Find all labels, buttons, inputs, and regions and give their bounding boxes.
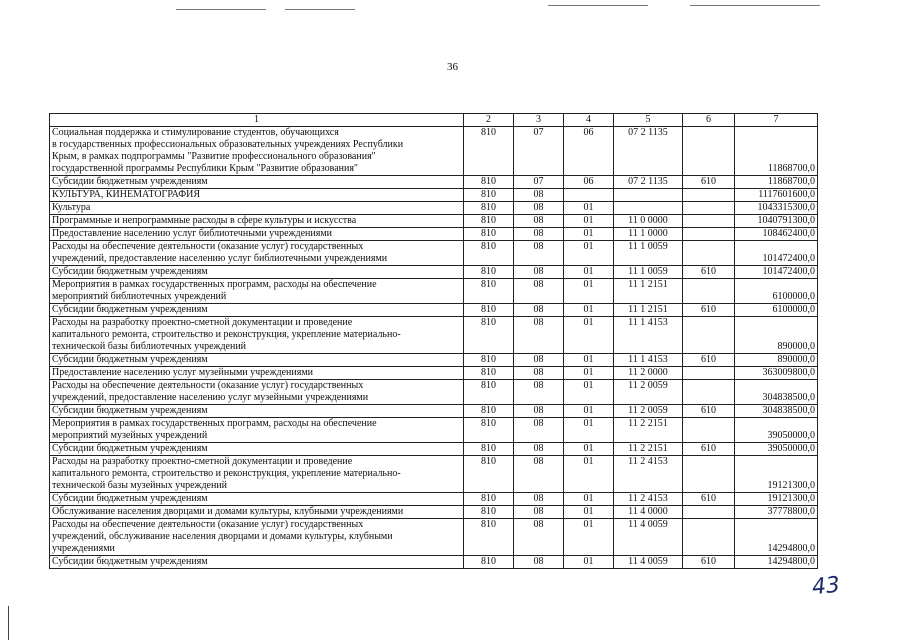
table-row — [50, 279, 818, 304]
ministry-code-cell: 810 — [464, 266, 514, 279]
amount-cell: 108462400,0 — [735, 228, 818, 241]
amount-cell: 1040791300,0 — [735, 215, 818, 228]
target-article-cell: 11 2 2151 — [614, 418, 683, 443]
section-code-cell: 08 — [514, 189, 564, 202]
column-header: 4 — [564, 114, 614, 127]
expense-type-cell: 610 — [683, 304, 735, 317]
section-code-cell: 08 — [514, 354, 564, 367]
table-row — [50, 506, 818, 519]
section-code-cell: 08 — [514, 304, 564, 317]
section-code-cell: 08 — [514, 418, 564, 443]
target-article-cell: 11 1 4153 — [614, 317, 683, 354]
subsection-code-cell: 06 — [564, 176, 614, 189]
column-header: 7 — [735, 114, 818, 127]
target-article-cell: 11 1 0059 — [614, 241, 683, 266]
subsection-code-cell: 01 — [564, 228, 614, 241]
amount-cell: 101472400,0 — [735, 241, 818, 266]
amount-cell: 304838500,0 — [735, 380, 818, 405]
table-row — [50, 367, 818, 380]
amount-cell: 14294800,0 — [735, 519, 818, 556]
budget-table — [49, 113, 818, 569]
line-item-name: Расходы на обеспечение деятельности (оказание услуг) государственных учреждений, предоставление населению услуг музейными учреждениями — [50, 380, 464, 405]
ministry-code-cell: 810 — [464, 405, 514, 418]
expense-type-cell — [683, 127, 735, 176]
section-code-cell: 08 — [514, 443, 564, 456]
ministry-code-cell: 810 — [464, 215, 514, 228]
table-row — [50, 127, 818, 176]
line-item-name: Расходы на обеспечение деятельности (оказание услуг) государственных учреждений, предоставление населению услуг библиотечными учреждениями — [50, 241, 464, 266]
section-code-cell: 08 — [514, 456, 564, 493]
subsection-code-cell: 01 — [564, 367, 614, 380]
subsection-code-cell: 01 — [564, 241, 614, 266]
subsection-code-cell: 01 — [564, 266, 614, 279]
subsection-code-cell: 01 — [564, 506, 614, 519]
expense-type-cell — [683, 506, 735, 519]
ministry-code-cell: 810 — [464, 228, 514, 241]
amount-cell: 11868700,0 — [735, 127, 818, 176]
expense-type-cell: 610 — [683, 556, 735, 569]
amount-cell: 890000,0 — [735, 354, 818, 367]
ministry-code-cell: 810 — [464, 506, 514, 519]
subsection-code-cell: 01 — [564, 556, 614, 569]
line-item-name: Субсидии бюджетным учреждениям — [50, 304, 464, 317]
ministry-code-cell: 810 — [464, 241, 514, 266]
line-item-name: Субсидии бюджетным учреждениям — [50, 493, 464, 506]
scan-artifact-line — [8, 606, 9, 640]
line-item-name: Расходы на обеспечение деятельности (оказание услуг) государственных учреждений, обслуживание населения дворцами и домами культуры, клубными учреждениями — [50, 519, 464, 556]
table-row — [50, 228, 818, 241]
ministry-code-cell: 810 — [464, 304, 514, 317]
subsection-code-cell: 06 — [564, 127, 614, 176]
table-row — [50, 176, 818, 189]
section-code-cell: 08 — [514, 266, 564, 279]
line-item-name: Субсидии бюджетным учреждениям — [50, 354, 464, 367]
table-row — [50, 380, 818, 405]
table-row — [50, 215, 818, 228]
expense-type-cell — [683, 418, 735, 443]
target-article-cell: 11 1 2151 — [614, 304, 683, 317]
column-header: 3 — [514, 114, 564, 127]
amount-cell: 39050000,0 — [735, 418, 818, 443]
ministry-code-cell: 810 — [464, 202, 514, 215]
target-article-cell: 11 2 0000 — [614, 367, 683, 380]
expense-type-cell — [683, 317, 735, 354]
expense-type-cell — [683, 215, 735, 228]
expense-type-cell — [683, 202, 735, 215]
target-article-cell — [614, 202, 683, 215]
expense-type-cell — [683, 279, 735, 304]
subsection-code-cell: 01 — [564, 279, 614, 304]
section-code-cell: 08 — [514, 202, 564, 215]
column-header: 6 — [683, 114, 735, 127]
table-row — [50, 304, 818, 317]
target-article-cell — [614, 189, 683, 202]
subsection-code-cell: 01 — [564, 443, 614, 456]
table-row — [50, 443, 818, 456]
ministry-code-cell: 810 — [464, 176, 514, 189]
amount-cell: 1043315300,0 — [735, 202, 818, 215]
target-article-cell: 11 1 4153 — [614, 354, 683, 367]
expense-type-cell — [683, 456, 735, 493]
amount-cell: 1117601600,0 — [735, 189, 818, 202]
amount-cell: 6100000,0 — [735, 279, 818, 304]
amount-cell: 19121300,0 — [735, 456, 818, 493]
line-item-name: Субсидии бюджетным учреждениям — [50, 443, 464, 456]
section-code-cell: 08 — [514, 506, 564, 519]
ministry-code-cell: 810 — [464, 127, 514, 176]
expense-type-cell: 610 — [683, 443, 735, 456]
table-row — [50, 556, 818, 569]
table-row — [50, 241, 818, 266]
amount-cell: 101472400,0 — [735, 266, 818, 279]
subsection-code-cell: 01 — [564, 418, 614, 443]
column-header: 5 — [614, 114, 683, 127]
table-row — [50, 493, 818, 506]
section-code-cell: 07 — [514, 127, 564, 176]
amount-cell: 304838500,0 — [735, 405, 818, 418]
expense-type-cell — [683, 228, 735, 241]
line-item-name: Расходы на разработку проектно-сметной документации и проведение капитального ремонта, строительство и реконструкция, укрепление материально- технической базы музейных учреждений — [50, 456, 464, 493]
target-article-cell: 11 2 4153 — [614, 456, 683, 493]
expense-type-cell — [683, 367, 735, 380]
ministry-code-cell: 810 — [464, 443, 514, 456]
line-item-name: Культура — [50, 202, 464, 215]
subsection-code-cell: 01 — [564, 519, 614, 556]
target-article-cell: 07 2 1135 — [614, 127, 683, 176]
table-row — [50, 189, 818, 202]
table-body — [50, 114, 818, 569]
table-row — [50, 519, 818, 556]
ministry-code-cell: 810 — [464, 519, 514, 556]
section-code-cell: 08 — [514, 279, 564, 304]
section-code-cell: 08 — [514, 556, 564, 569]
line-item-name: Предоставление населению услуг библиотечными учреждениями — [50, 228, 464, 241]
section-code-cell: 08 — [514, 380, 564, 405]
section-code-cell: 08 — [514, 405, 564, 418]
page-number: 36 — [447, 61, 458, 73]
amount-cell: 19121300,0 — [735, 493, 818, 506]
section-code-cell: 08 — [514, 228, 564, 241]
target-article-cell: 11 0 0000 — [614, 215, 683, 228]
target-article-cell: 11 1 0059 — [614, 266, 683, 279]
ministry-code-cell: 810 — [464, 317, 514, 354]
target-article-cell: 11 1 2151 — [614, 279, 683, 304]
line-item-name: КУЛЬТУРА, КИНЕМАТОГРАФИЯ — [50, 189, 464, 202]
target-article-cell: 11 2 2151 — [614, 443, 683, 456]
subsection-code-cell: 01 — [564, 405, 614, 418]
expense-type-cell: 610 — [683, 405, 735, 418]
line-item-name: Социальная поддержка и стимулирование студентов, обучающихся в государственных профессиональных образовательных учреждениях Республики Крым, в рамках подпрограммы "Развитие профессионального образования" государственной программы Республики Крым "Развитие образования" — [50, 127, 464, 176]
line-item-name: Субсидии бюджетным учреждениям — [50, 176, 464, 189]
section-code-cell: 08 — [514, 493, 564, 506]
line-item-name: Мероприятия в рамках государственных программ, расходы на обеспечение мероприятий библиотечных учреждений — [50, 279, 464, 304]
amount-cell: 363009800,0 — [735, 367, 818, 380]
target-article-cell: 11 2 4153 — [614, 493, 683, 506]
target-article-cell: 11 4 0059 — [614, 556, 683, 569]
line-item-name: Мероприятия в рамках государственных программ, расходы на обеспечение мероприятий музейных учреждений — [50, 418, 464, 443]
subsection-code-cell: 01 — [564, 380, 614, 405]
table-row — [50, 456, 818, 493]
handwritten-page-mark: 43 — [810, 572, 842, 601]
subsection-code-cell: 01 — [564, 317, 614, 354]
target-article-cell: 11 1 0000 — [614, 228, 683, 241]
table-row — [50, 418, 818, 443]
table-row — [50, 266, 818, 279]
ministry-code-cell: 810 — [464, 556, 514, 569]
target-article-cell: 11 4 0059 — [614, 519, 683, 556]
section-code-cell: 08 — [514, 215, 564, 228]
section-code-cell: 08 — [514, 367, 564, 380]
subsection-code-cell — [564, 189, 614, 202]
header-row — [50, 114, 818, 127]
target-article-cell: 11 2 0059 — [614, 405, 683, 418]
subsection-code-cell: 01 — [564, 215, 614, 228]
line-item-name: Программные и непрограммные расходы в сфере культуры и искусства — [50, 215, 464, 228]
section-code-cell: 08 — [514, 519, 564, 556]
line-item-name: Субсидии бюджетным учреждениям — [50, 556, 464, 569]
ministry-code-cell: 810 — [464, 279, 514, 304]
subsection-code-cell: 01 — [564, 493, 614, 506]
expense-type-cell — [683, 189, 735, 202]
subsection-code-cell: 01 — [564, 202, 614, 215]
amount-cell: 14294800,0 — [735, 556, 818, 569]
expense-type-cell — [683, 380, 735, 405]
amount-cell: 890000,0 — [735, 317, 818, 354]
ministry-code-cell: 810 — [464, 189, 514, 202]
subsection-code-cell: 01 — [564, 354, 614, 367]
ministry-code-cell: 810 — [464, 418, 514, 443]
amount-cell: 37778800,0 — [735, 506, 818, 519]
scan-artifact-line — [548, 5, 648, 6]
target-article-cell: 07 2 1135 — [614, 176, 683, 189]
section-code-cell: 07 — [514, 176, 564, 189]
expense-type-cell: 610 — [683, 493, 735, 506]
table-row — [50, 317, 818, 354]
target-article-cell: 11 2 0059 — [614, 380, 683, 405]
column-header: 1 — [50, 114, 464, 127]
line-item-name: Предоставление населению услуг музейными учреждениями — [50, 367, 464, 380]
expense-type-cell: 610 — [683, 176, 735, 189]
subsection-code-cell: 01 — [564, 304, 614, 317]
amount-cell: 39050000,0 — [735, 443, 818, 456]
expense-type-cell: 610 — [683, 354, 735, 367]
expense-type-cell — [683, 519, 735, 556]
ministry-code-cell: 810 — [464, 493, 514, 506]
scan-artifact-line — [690, 5, 820, 6]
target-article-cell: 11 4 0000 — [614, 506, 683, 519]
expense-type-cell: 610 — [683, 266, 735, 279]
ministry-code-cell: 810 — [464, 367, 514, 380]
amount-cell: 6100000,0 — [735, 304, 818, 317]
amount-cell: 11868700,0 — [735, 176, 818, 189]
line-item-name: Обслуживание населения дворцами и домами культуры, клубными учреждениями — [50, 506, 464, 519]
table-row — [50, 202, 818, 215]
line-item-name: Расходы на разработку проектно-сметной документации и проведение капитального ремонта, строительство и реконструкция, укрепление материально- технической базы библиотечных учреждений — [50, 317, 464, 354]
table-row — [50, 405, 818, 418]
line-item-name: Субсидии бюджетным учреждениям — [50, 405, 464, 418]
ministry-code-cell: 810 — [464, 354, 514, 367]
ministry-code-cell: 810 — [464, 456, 514, 493]
section-code-cell: 08 — [514, 241, 564, 266]
section-code-cell: 08 — [514, 317, 564, 354]
table-row — [50, 354, 818, 367]
column-header: 2 — [464, 114, 514, 127]
scan-artifact-line — [176, 9, 266, 10]
line-item-name: Субсидии бюджетным учреждениям — [50, 266, 464, 279]
ministry-code-cell: 810 — [464, 380, 514, 405]
expense-type-cell — [683, 241, 735, 266]
scan-artifact-line — [285, 9, 355, 10]
subsection-code-cell: 01 — [564, 456, 614, 493]
